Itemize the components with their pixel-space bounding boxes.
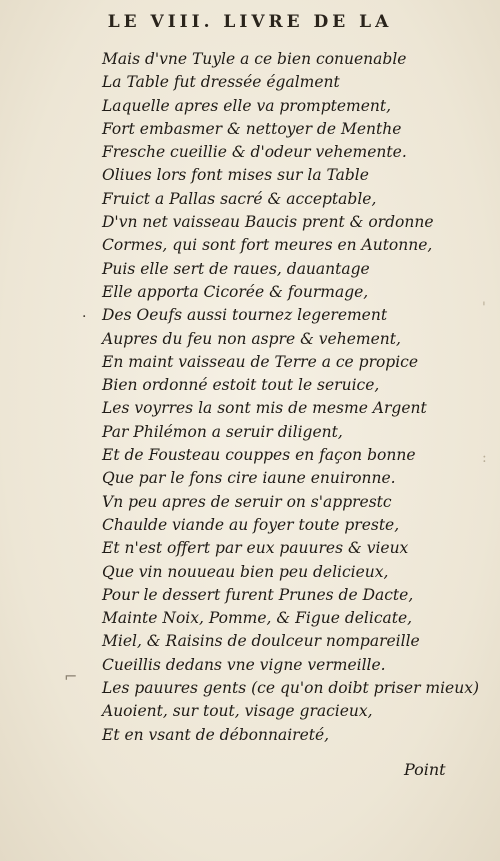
verse-line: D'vn net vaisseau Baucis prent & ordonne: [102, 213, 434, 232]
verse-line: Auoient, sur tout, visage gracieux,: [102, 702, 373, 721]
verse-line: Cueillis dedans vne vigne vermeille.: [102, 655, 386, 674]
ink-smudge: ⌐: [64, 667, 78, 686]
bleed-through-mark: ': [482, 300, 486, 316]
bleed-through-mark: :: [482, 450, 487, 466]
verse-line: Puis elle sert de raues, dauantage: [102, 259, 370, 278]
verse-line: La Table fut dressée égalment: [102, 73, 340, 92]
verse-line: Pour le dessert furent Prunes de Dacte,: [102, 585, 414, 604]
verse-line: Fort embasmer & nettoyer de Menthe: [102, 119, 402, 138]
verse-line: Les pauures gents (ce qu'on doibt priser mieux): [102, 679, 480, 698]
verse-line: Oliues lors font mises sur la Table: [102, 166, 369, 185]
verse-line: Des Oeufs aussi tournez legerement: [102, 306, 388, 325]
verse-line: Que par le fons cire iaune enuironne.: [102, 469, 396, 488]
verse-line: Aupres du feu non aspre & vehement,: [102, 329, 401, 348]
verse-line: Mais d'vne Tuyle a ce bien conuenable: [102, 50, 407, 68]
verse-line: Mainte Noix, Pomme, & Figue delicate,: [102, 609, 413, 628]
verse-line: Miel, & Raisins de doulceur nompareille: [102, 632, 420, 651]
verse-line: Fruict a Pallas sacré & acceptable,: [102, 189, 377, 208]
verse-line: En maint vaisseau de Terre a ce propice: [102, 352, 419, 371]
verse-line: Vn peu apres de seruir on s'apprestc: [102, 492, 392, 511]
verse-line: Cormes, qui sont fort meures en Autonne,: [102, 236, 433, 255]
verse-line: Et n'est offert par eux pauures & vieux: [102, 539, 409, 558]
catchword: Point: [404, 760, 446, 779]
verse-line: Chaulde viande au foyer toute preste,: [102, 515, 400, 534]
verse-line: Que vin nouueau bien peu delicieux,: [102, 562, 389, 581]
verse-line: Laquelle apres elle va promptement,: [102, 96, 392, 115]
verse-line: Les voyrres la sont mis de mesme Argent: [102, 399, 427, 418]
verse-line: Et en vsant de débonnaireté,: [102, 725, 330, 744]
verse-block: [102, 48, 480, 747]
verse-line: Bien ordonné estoit tout le seruice,: [102, 376, 380, 395]
verse-line: Fresche cueillie & d'odeur vehemente.: [102, 143, 407, 162]
verse-line: Et de Fousteau couppes en façon bonne: [102, 446, 416, 465]
running-header: LE VIII. LIVRE DE LA: [107, 12, 393, 32]
margin-mark: ·: [82, 309, 87, 325]
verse-line: Elle apporta Cicorée & fourmage,: [102, 282, 369, 301]
verse-line: Par Philémon a seruir diligent,: [102, 422, 343, 441]
